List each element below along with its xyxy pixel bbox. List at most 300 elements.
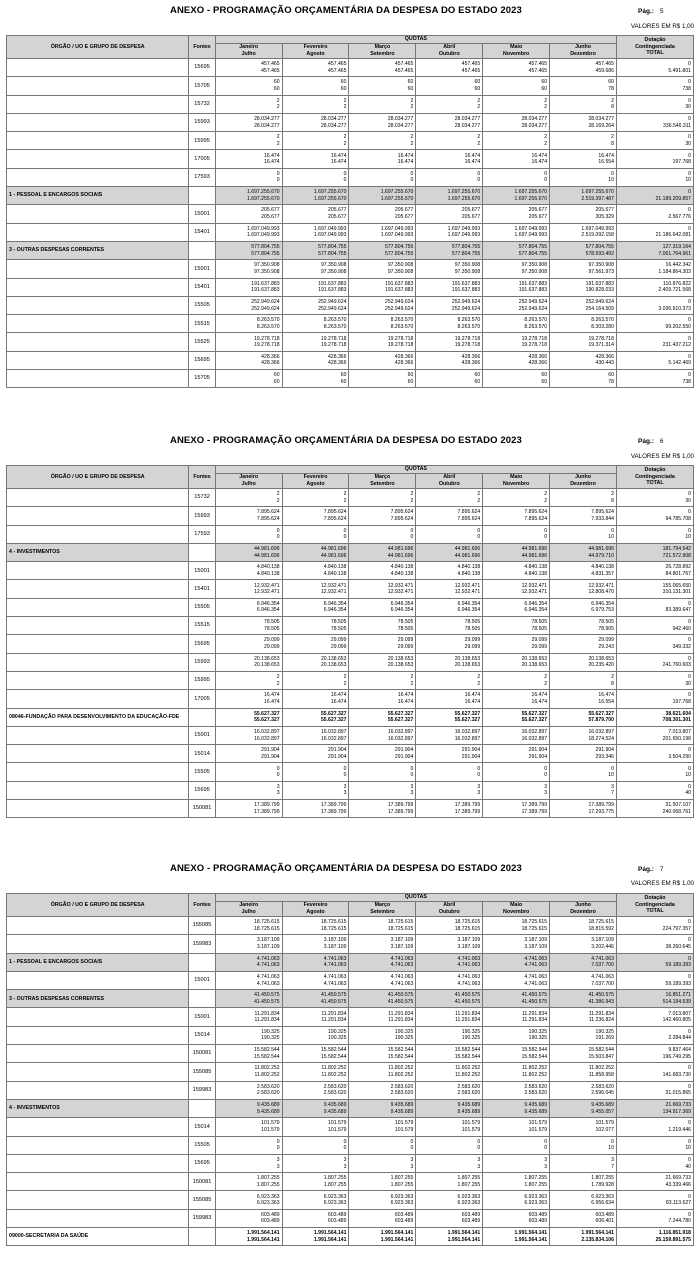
dotacao-cell (616, 953, 693, 971)
cell-value: 1.697.255.670 (313, 189, 347, 196)
quota-cell (282, 1045, 349, 1063)
quota-cell (416, 77, 483, 95)
cell-value: 457.465 (394, 67, 414, 74)
report-page-7 (0, 850, 699, 1275)
quota-cell (483, 59, 550, 77)
cell-value: 59.189.393 (665, 980, 691, 987)
cell-value: 205.677 (461, 207, 481, 214)
cell-value: 12.932.471 (454, 582, 481, 589)
cell-value: 60 (340, 79, 347, 86)
fonte-row (7, 1026, 694, 1044)
cell-value: 41.450.575 (454, 998, 481, 1005)
dotacao-cell (616, 635, 693, 653)
row-label (7, 1026, 189, 1044)
dotacao-cell (616, 1118, 693, 1136)
cell-value: 2 (611, 674, 614, 681)
dotacao-cell (616, 77, 693, 95)
cell-value: 0 (688, 115, 691, 122)
quota-cell (349, 1063, 416, 1081)
cell-value: 578.593.492 (585, 250, 614, 257)
quota-cell (282, 1209, 349, 1227)
cell-value: 21.669.733 (665, 1175, 691, 1182)
cell-value: 11.802.252 (455, 1072, 481, 1079)
cell-value: 97.350.908 (454, 268, 481, 275)
cell-value: 2 (544, 680, 548, 687)
cell-value: 4.741.063 (256, 973, 280, 980)
cell-value: Julho (241, 909, 256, 915)
cell-value: 428.366 (328, 360, 347, 367)
row-label (7, 150, 189, 168)
header-month (416, 474, 483, 489)
cell-value: 12.808.470 (588, 589, 614, 596)
cell-value: 59.189.393 (665, 962, 691, 969)
quota-cell (550, 800, 617, 818)
cell-value: 25.159.891.575 (655, 1236, 691, 1243)
quota-cell (416, 598, 483, 616)
fonte-code (189, 1228, 215, 1246)
cell-value: 7.933.844 (591, 515, 614, 522)
cell-value: 19.278.718 (521, 342, 548, 349)
quota-cell (483, 278, 550, 296)
quota-cell (416, 763, 483, 781)
quota-cell (483, 489, 550, 507)
cell-value: 252.949.624 (318, 298, 347, 305)
cell-value: 6.946.354 (323, 607, 347, 614)
cell-value: 7.895.624 (524, 515, 548, 522)
cell-value: 205.677 (261, 207, 280, 214)
cell-value: 0 (688, 1120, 691, 1127)
header-row (7, 894, 694, 902)
quota-cell (483, 187, 550, 205)
quota-cell (550, 1136, 617, 1154)
cell-value: 6.946.354 (390, 607, 414, 614)
cell-value: 3 (544, 1163, 548, 1170)
cell-value: 1.991.564.141 (514, 1230, 548, 1237)
cell-value: Dezembro (570, 51, 596, 57)
fonte-code: 15014 (189, 1118, 215, 1136)
cell-value: 0 (611, 170, 614, 177)
cell-value: 3 (410, 790, 414, 797)
quota-cell (349, 763, 416, 781)
cell-value: 41.450.575 (320, 992, 347, 999)
dotacao-cell (616, 653, 693, 671)
cell-value: 16.032.897 (254, 728, 280, 735)
header-month (550, 474, 617, 489)
cell-value: 60 (340, 372, 347, 379)
page-number (638, 866, 664, 873)
fonte-code: 15001 (189, 971, 215, 989)
cell-value: 60 (474, 372, 481, 379)
cell-value: 16.474 (330, 159, 347, 166)
row-label (7, 1191, 189, 1209)
cell-value: 19.278.718 (454, 342, 481, 349)
cell-value: 12.932.471 (320, 589, 347, 596)
cell-value: 577.804.755 (518, 244, 548, 251)
quota-cell (483, 671, 550, 689)
quota-cell (282, 1063, 349, 1081)
cell-value: 3 (477, 1163, 481, 1170)
cell-value: 6.923.363 (323, 1200, 347, 1207)
cell-value: 9.455.057 (591, 1108, 614, 1115)
quota-cell (215, 726, 282, 744)
cell-value: 0 (688, 973, 691, 980)
cell-value: 7.061.764.961 (658, 250, 691, 257)
quota-cell (282, 708, 349, 726)
cell-value: 0 (410, 170, 414, 177)
dotacao-cell (616, 241, 693, 259)
quota-cell (215, 223, 282, 241)
quota-cell (483, 653, 550, 671)
cell-value: 15.582.544 (387, 1047, 414, 1054)
cell-value: 0 (544, 177, 548, 184)
cell-value: 0 (688, 61, 691, 68)
cell-value: 191.637.883 (251, 280, 280, 287)
cell-value: 1.789.928 (591, 1181, 614, 1188)
cell-value: 1.991.564.141 (247, 1230, 280, 1237)
cell-value: 4.840.138 (256, 564, 280, 571)
cell-value: 16.474 (397, 698, 414, 705)
cell-value: 3 (343, 790, 347, 797)
row-label (7, 935, 189, 953)
quota-cell (215, 953, 282, 971)
dotacao-cell (616, 1026, 693, 1044)
quota-cell (416, 971, 483, 989)
cell-value: 0 (688, 317, 691, 324)
header-month (550, 44, 617, 59)
cell-value: 10 (685, 772, 691, 779)
cell-value: 97.350.908 (521, 262, 548, 269)
quota-cell (550, 187, 617, 205)
cell-value: 9.435.689 (524, 1108, 548, 1115)
cell-value: Contingenciada (635, 43, 675, 50)
dotacao-cell (616, 132, 693, 150)
cell-value: 20.138.653 (521, 662, 548, 669)
cell-value: 1.807.255 (256, 1175, 280, 1182)
cell-value: 12.932.471 (254, 589, 280, 596)
header-month (215, 474, 282, 489)
quota-cell (483, 150, 550, 168)
header-quotas: QUOTAS (215, 466, 616, 474)
cell-value: 4.741.063 (457, 980, 481, 987)
cell-value: 577.804.755 (585, 244, 614, 251)
cell-value: 514.194.539 (662, 998, 691, 1005)
quota-cell (215, 95, 282, 113)
cell-value: 191.637.883 (451, 280, 481, 287)
quota-cell (282, 745, 349, 763)
cell-value: Janeiro (239, 474, 259, 481)
cell-value: 101.579 (394, 1120, 414, 1127)
cell-value: 205.677 (528, 214, 548, 221)
cell-value: 3 (544, 783, 548, 790)
cell-value: 8.263.570 (323, 317, 347, 324)
group-row (7, 187, 694, 205)
cell-value: 17.389.799 (521, 808, 548, 815)
cell-value: 4.741.063 (390, 980, 414, 987)
cell-value: 1.697.049.993 (380, 225, 414, 232)
quota-cell (550, 580, 617, 598)
fonte-code: 150081 (189, 1173, 215, 1191)
header-month (416, 44, 483, 59)
quota-cell (215, 489, 282, 507)
cell-value: 11.291.834 (254, 1010, 280, 1017)
currency-note: VALORES EM R$ 1,00 (630, 453, 694, 460)
cell-value: 11.802.252 (521, 1072, 548, 1079)
quota-cell (282, 543, 349, 561)
quota-cell (550, 1154, 617, 1172)
quota-cell (215, 990, 282, 1008)
cell-value: 9.435.689 (390, 1102, 414, 1109)
fonte-row (7, 635, 694, 653)
cell-value: 2 (544, 97, 548, 104)
quota-cell (215, 1173, 282, 1191)
cell-value: 60 (541, 372, 548, 379)
cell-value: 0 (688, 919, 691, 926)
quota-cell (349, 77, 416, 95)
fonte-row (7, 59, 694, 77)
cell-value: Outubro (438, 909, 460, 915)
cell-value: 44.981.696 (521, 545, 548, 552)
cell-value: 57.879.700 (588, 717, 614, 724)
cell-value: 7.895.624 (457, 515, 481, 522)
cell-value: 28.034.277 (320, 115, 347, 122)
cell-value: 1.697.049.993 (247, 225, 280, 232)
fonte-row (7, 370, 694, 388)
cell-value: 9.435.689 (591, 1102, 614, 1109)
cell-value: 0 (477, 772, 481, 779)
cell-value: 11.802.252 (254, 1072, 280, 1079)
dotacao-cell (616, 690, 693, 708)
cell-value: 291.904 (461, 753, 481, 760)
cell-value: 99.202.550 (665, 323, 691, 330)
cell-value: 101.579 (261, 1120, 280, 1127)
quota-cell (215, 543, 282, 561)
cell-value: 6.946.354 (591, 600, 614, 607)
fonte-code: 15705 (189, 370, 215, 388)
quota-cell (215, 150, 282, 168)
fonte-row (7, 1154, 694, 1172)
row-label (7, 278, 189, 296)
quota-cell (416, 333, 483, 351)
cell-value: 29.099 (264, 644, 280, 651)
quota-cell (550, 241, 617, 259)
cell-value: 3 (477, 1156, 481, 1163)
quota-cell (416, 132, 483, 150)
fonte-code: 15695 (189, 635, 215, 653)
quota-cell (483, 113, 550, 131)
cell-value: 4.840.138 (457, 570, 481, 577)
quota-cell (550, 990, 617, 1008)
cell-value: 0 (276, 170, 280, 177)
cell-value: 428.366 (528, 353, 548, 360)
row-label (7, 763, 189, 781)
cell-value: 3 (544, 790, 548, 797)
quota-cell (416, 580, 483, 598)
cell-value: 29.099 (397, 637, 414, 644)
quota-cell (282, 653, 349, 671)
fonte-row (7, 617, 694, 635)
cell-value: 7 (611, 790, 614, 797)
quota-cell (349, 370, 416, 388)
row-label (7, 260, 189, 278)
cell-value: 0 (688, 372, 691, 379)
cell-value: 6.923.363 (524, 1200, 548, 1207)
cell-value: 6.923.363 (256, 1193, 280, 1200)
cell-value: 19.278.718 (588, 335, 614, 342)
cell-value: 6.956.634 (591, 1200, 614, 1207)
cell-value: 2 (276, 491, 280, 498)
fonte-row (7, 1008, 694, 1026)
cell-value: 9.435.689 (323, 1102, 347, 1109)
cell-value: 2.135.834.106 (581, 1236, 614, 1243)
quota-cell (349, 132, 416, 150)
quota-cell (282, 1191, 349, 1209)
dotacao-cell (616, 598, 693, 616)
cell-value: 29.099 (531, 644, 548, 651)
quota-cell (483, 1173, 550, 1191)
fonte-row (7, 1045, 694, 1063)
cell-value: 8.263.570 (457, 323, 481, 330)
cell-value: 7.895.624 (591, 509, 614, 516)
cell-value: 205.677 (394, 207, 414, 214)
fonte-row (7, 745, 694, 763)
cell-value: 2 (410, 491, 414, 498)
cell-value: 0 (688, 1211, 691, 1218)
cell-value: 3.187.109 (323, 943, 347, 950)
cell-value: 3.036.610.373 (658, 305, 691, 312)
cell-value: 1.116.851.918 (658, 1230, 691, 1237)
fonte-row (7, 223, 694, 241)
cell-value: 1.697.049.993 (514, 232, 548, 239)
cell-value: 0 (688, 79, 691, 86)
header-dotacao (616, 36, 693, 59)
quota-cell (416, 671, 483, 689)
cell-value: 457.465 (528, 67, 548, 74)
cell-value: 11.291.834 (254, 1017, 280, 1024)
fonte-code: 15505 (189, 763, 215, 781)
cell-value: 55.627.327 (521, 710, 548, 717)
quota-cell (282, 990, 349, 1008)
cell-value: 1.991.564.141 (380, 1236, 414, 1243)
quota-cell (215, 77, 282, 95)
cell-value: 457.465 (261, 61, 280, 68)
quota-cell (483, 1063, 550, 1081)
quota-cell (349, 333, 416, 351)
cell-value: 12.932.471 (588, 582, 614, 589)
cell-value: 457.465 (528, 61, 548, 68)
cell-value: 241.760.603 (662, 662, 691, 669)
cell-value: 16.474 (330, 698, 347, 705)
quota-cell (349, 168, 416, 186)
cell-value: 38.621.604 (665, 710, 691, 717)
fonte-code: 15695 (189, 1154, 215, 1172)
total-row (7, 1228, 694, 1246)
cell-value: 94.785.708 (665, 515, 691, 522)
cell-value: 30 (685, 497, 691, 504)
cell-value: 205.677 (394, 214, 414, 221)
quota-cell (416, 223, 483, 241)
cell-value: 0 (688, 637, 691, 644)
cell-value: 0 (477, 534, 481, 541)
quota-cell (550, 1081, 617, 1099)
cell-value: 0 (343, 170, 347, 177)
cell-value: 190.828.033 (585, 287, 614, 294)
cell-value: 38.260.645 (665, 943, 691, 950)
cell-value: 577.804.755 (385, 250, 414, 257)
cell-value: Novembro (503, 481, 530, 487)
cell-value: 30 (685, 680, 691, 687)
fonte-row (7, 95, 694, 113)
cell-value: 28.169.264 (588, 122, 614, 129)
row-label (7, 1045, 189, 1063)
cell-value: 9.435.689 (457, 1102, 481, 1109)
cell-value: 4.840.138 (524, 570, 548, 577)
cell-value: 16.474 (397, 159, 414, 166)
cell-value: 291.904 (394, 747, 414, 754)
quota-cell (550, 507, 617, 525)
cell-value: 0 (477, 527, 481, 534)
cell-value: 44.981.696 (320, 552, 347, 559)
group-row (7, 543, 694, 561)
cell-value: 190.325 (261, 1035, 280, 1042)
cell-value: 428.366 (394, 360, 414, 367)
quota-cell (416, 370, 483, 388)
quota-cell (550, 1045, 617, 1063)
fonte-code: 15001 (189, 205, 215, 223)
quota-cell (416, 315, 483, 333)
cell-value: 603.489 (461, 1218, 481, 1225)
quota-cell (282, 1008, 349, 1026)
cell-value: 2 (343, 497, 347, 504)
quota-cell (550, 168, 617, 186)
quota-cell (282, 507, 349, 525)
cell-value: 2.567.776 (668, 214, 691, 221)
quota-cell (550, 1209, 617, 1227)
quota-cell (550, 971, 617, 989)
cell-value: 252.949.624 (385, 305, 414, 312)
cell-value: 97.350.908 (320, 262, 347, 269)
row-label: 08046-FUNDAÇÃO PARA DESENVOLVIMENTO DA EDUCAÇÃO-FDE (7, 708, 189, 726)
cell-value: 577.804.755 (451, 250, 481, 257)
quota-cell (215, 333, 282, 351)
quota-cell (215, 525, 282, 543)
dotacao-cell (616, 113, 693, 131)
dotacao-cell (616, 260, 693, 278)
cell-value: 4.741.063 (524, 955, 548, 962)
cell-value: 2 (410, 140, 414, 147)
quota-cell (349, 708, 416, 726)
cell-value: 7.895.624 (323, 509, 347, 516)
cell-value: 18.725.615 (254, 925, 280, 932)
cell-value: 28.034.277 (387, 115, 414, 122)
cell-value: 0 (544, 170, 548, 177)
cell-value: 20.138.653 (588, 655, 614, 662)
cell-value: 2 (477, 680, 481, 687)
quota-cell (416, 653, 483, 671)
quota-cell (349, 187, 416, 205)
cell-value: 4.741.063 (323, 973, 347, 980)
quota-cell (349, 1099, 416, 1117)
cell-value: 60 (340, 85, 347, 92)
dotacao-cell (616, 708, 693, 726)
quota-cell (349, 690, 416, 708)
cell-value: 2 (343, 491, 347, 498)
cell-value: 1.991.564.141 (313, 1230, 347, 1237)
cell-value: 4.741.063 (256, 962, 280, 969)
budget-table (6, 465, 694, 818)
page-title: ANEXO - PROGRAMAÇÃO ORÇAMENTÁRIA DA DESPESA DO ESTADO 2023 (170, 5, 522, 16)
quota-cell (416, 187, 483, 205)
cell-value: 942.460 (672, 625, 691, 632)
